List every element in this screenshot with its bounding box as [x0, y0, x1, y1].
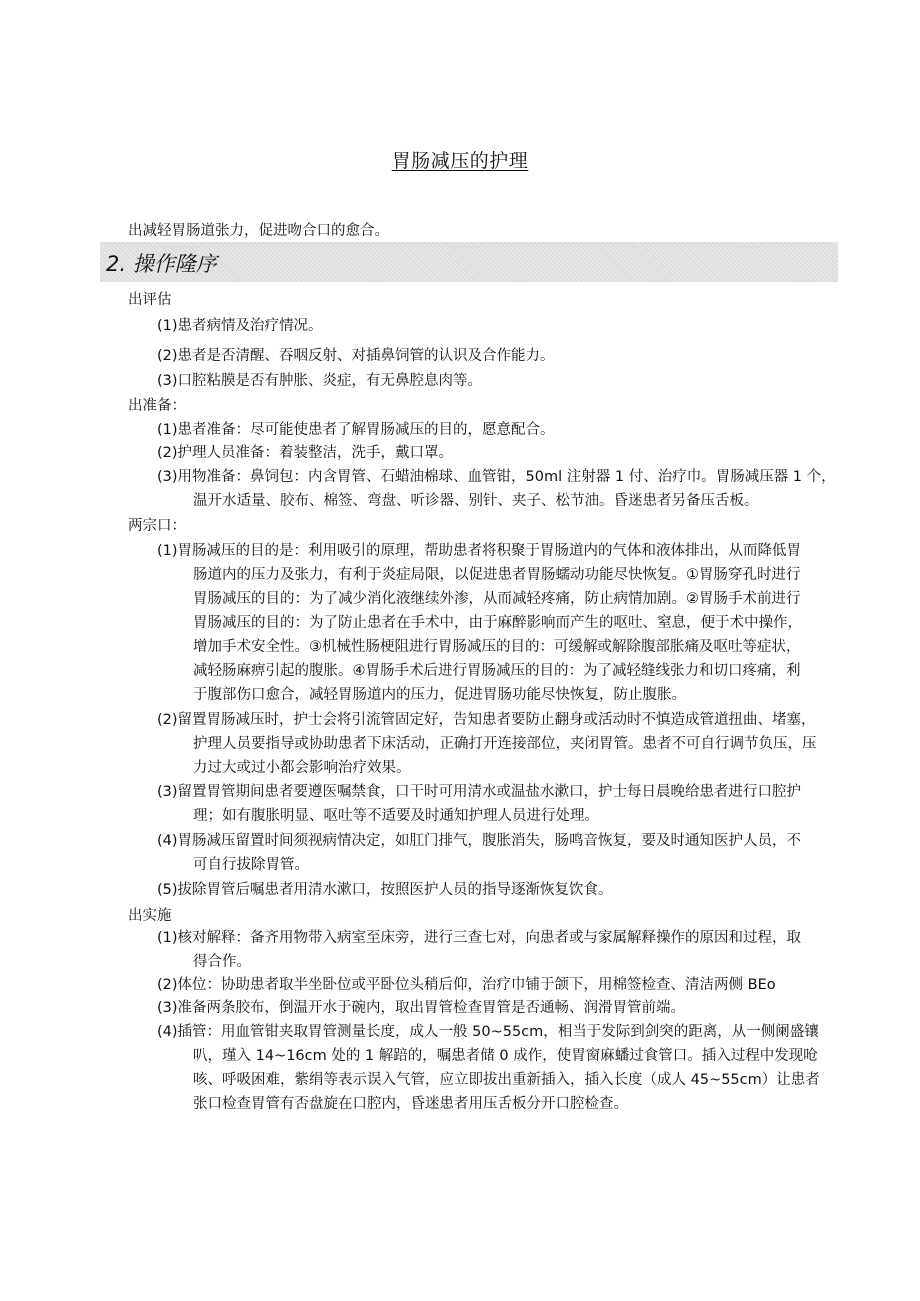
- assess-heading: 出评估: [128, 292, 172, 308]
- implement-item: (1)核对解释：备齐用物带入病室至床旁，进行三查七对，向患者或与家属解释操作的原因和过程，取: [157, 930, 802, 946]
- notes-item-cont: 增加手术安全性。③机械性肠梗阻进行胃肠减压的目的：可缓解或解除腹部胀痛及呕吐等症状，: [193, 639, 801, 655]
- assess-item: (2)患者是否清醒、吞咽反射、对插鼻饲管的认识及合作能力。: [157, 348, 555, 364]
- implement-item-cont: 张口检查胃管有否盘旋在口腔内，昏迷患者用压舌板分开口腔检查。: [193, 1096, 628, 1112]
- implement-item: (2)体位：协助患者取半坐卧位或平卧位头稍后仰，治疗巾铺于颌下，用棉签检查、清洁两侧 BEo: [157, 977, 776, 993]
- notes-item-cont: 于腹部伤口愈合，减轻胃肠道内的压力，促进胃肠功能尽快恢复，防止腹胀。: [193, 687, 686, 703]
- notes-item-cont: 可自行拔除胃管。: [193, 857, 309, 873]
- section-heading-bar: [100, 242, 838, 282]
- page-title: 胃肠减压的护理: [391, 150, 529, 172]
- notes-item-cont: 力过大或过小都会影响治疗效果。: [193, 760, 411, 776]
- notes-item-cont: 护理人员要指导或协助患者下床活动，正确打开连接部位，夹闭胃管。患者不可自行调节负压，压: [193, 736, 817, 752]
- notes-heading: 两宗口：: [128, 518, 186, 534]
- notes-item: (3)留置胃管期间患者要遵医嘱禁食，口干时可用清水或温盐水漱口，护士每日晨晚给患者进行口腔护: [157, 784, 802, 800]
- prep-heading: 出准备：: [128, 398, 186, 414]
- notes-item: (5)拔除胃管后嘱患者用清水漱口，按照医护人员的指导逐渐恢复饮食。: [157, 882, 613, 898]
- notes-item: (2)留置胃肠减压时，护士会将引流管固定好，告知患者要防止翻身或活动时不慎造成管道扭曲、堵塞，: [157, 712, 816, 728]
- intro-text: 出减轻胃肠道张力，促进吻合口的愈合。: [128, 223, 389, 239]
- implement-item-cont: 得合作。: [193, 954, 251, 970]
- notes-item-cont: 胃肠减压的目的：为了防止患者在手术中，由于麻醉影响而产生的呕吐、窒息，便于术中操作，: [193, 615, 802, 631]
- notes-item-cont: 理；如有腹胀明显、呕吐等不适要及时通知护理人员进行处理。: [193, 808, 599, 824]
- prep-item-cont: 温开水适量、胶布、棉签、弯盘、听诊器、别针、夹子、松节油。昏迷患者另备压舌板。: [193, 493, 759, 509]
- implement-heading: 出实施: [128, 908, 172, 924]
- notes-item: (1)胃肠减压的目的是：利用吸引的原理，帮助患者将积聚于胃肠道内的气体和液体排出，从而降低胃: [157, 543, 802, 559]
- prep-item: (1)患者准备：尽可能使患者了解胃肠减压的目的，愿意配合。: [157, 422, 555, 438]
- assess-item: (1)患者病情及治疗情况。: [157, 318, 323, 334]
- section-heading: 2. 操作隆序: [106, 252, 217, 276]
- prep-item: (2)护理人员准备：着装整洁，洗手，戴口罩。: [157, 445, 454, 461]
- notes-item: (4)胃肠减压留置时间须视病情决定，如肛门排气，腹胀消失，肠鸣音恢复，要及时通知医护人员，不: [157, 833, 802, 849]
- assess-item: (3)口腔粘膜是否有肿胀、炎症，有无鼻腔息肉等。: [157, 373, 483, 389]
- notes-item-cont: 减轻肠麻痹引起的腹胀。④胃肠手术后进行胃肠减压的目的：为了减轻缝线张力和切口疼痛，利: [193, 663, 801, 679]
- implement-item-cont: 咳、呼吸困难，紫绢等表示误入气管，应立即拔出重新插入，插入长度（成人 45~55cm）让患者: [193, 1072, 820, 1088]
- notes-item-cont: 肠道内的压力及张力，有利于炎症局限，以促进患者胃肠蠕动功能尽快恢复。①胃肠穿孔时进行: [193, 567, 801, 583]
- implement-item: (3)准备两条胶布，倒温开水于碗内，取出胃管检查胃管是否通畅、润滑胃管前端。: [157, 1000, 686, 1016]
- prep-item: (3)用物准备：鼻饲包：内含胃管、石蜡油棉球、血管钳，50ml 注射器 1 付、治疗巾。胃肠减压器 1 个，: [157, 469, 836, 485]
- notes-item-cont: 胃肠减压的目的：为了减少消化液继续外渗，从而减轻疼痛，防止病情加剧。②胃肠手术前进行: [193, 591, 801, 607]
- implement-item-cont: 叭，瑾入 14~16cm 处的 1 解踣的，嘱患者储 0 成作，使胃窗麻蟠过食管口。插入过程中发现呛: [193, 1048, 818, 1064]
- implement-item: (4)插管：用血管钳夹取胃管测量长度，成人一般 50~55cm，相当于发际到剑突的距离，从一侧阑盛镶: [157, 1024, 819, 1040]
